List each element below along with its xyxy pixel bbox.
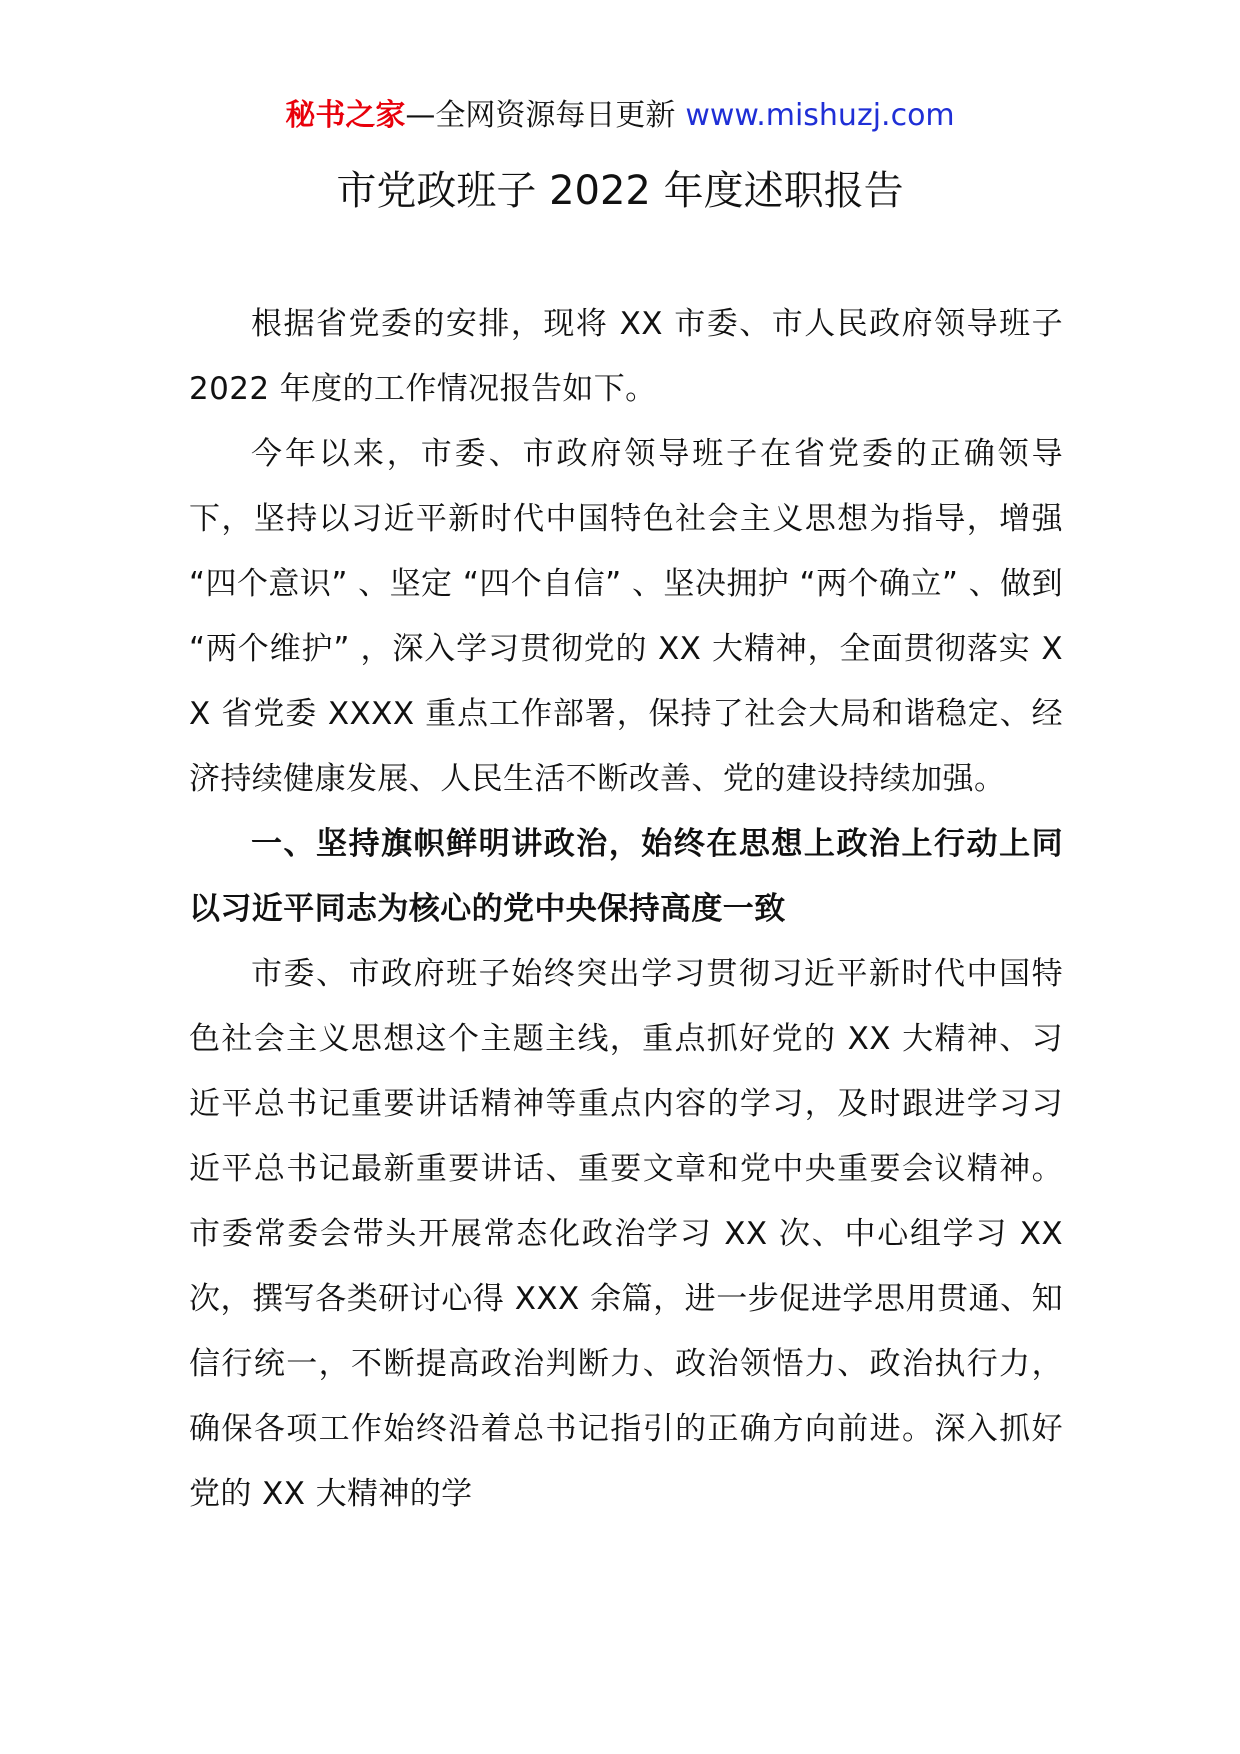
paragraph-section-1: 市委、市政府班子始终突出学习贯彻习近平新时代中国特色社会主义思想这个主题主线，重点抓好党的 XX 大精神、习近平总书记重要讲话精神等重点内容的学习，及时跟进学习习近平总书记最新重要讲话、重要文章和党中央重要会议精神。市委常委会带头开展常态化政治学习 XX 次、中心组学习 XX 次，撰写各类研讨心得 XXX 余篇，进一步促进学思用贯通、知信行统一，不断提高政治判断力、政治领悟力、政治执行力，确保各项工作始终沿着总书记指引的正确方向前进。深入抓好党的 XX 大精神的学 <box>189 956 1063 1512</box>
document-body <box>189 292 1063 1527</box>
site-url-link[interactable]: www.mishuzj.com <box>685 98 955 133</box>
section-heading-1: 一、坚持旗帜鲜明讲政治，始终在思想上政治上行动上同以习近平同志为核心的党中央保持高度一致 <box>189 826 1063 927</box>
paragraph-overview: 今年以来，市委、市政府领导班子在省党委的正确领导下，坚持以习近平新时代中国特色社会主义思想为指导，增强 “四个意识” 、坚定 “四个自信” 、坚决拥护 “两个确立” 、做到 “两个维护” ，深入学习贯彻党的 XX 大精神，全面贯彻落实 XX 省党委 XXXX 重点工作部署，保持了社会大局和谐稳定、经济持续健康发展、人民生活不断改善、党的建设持续加强。 <box>189 436 1063 797</box>
paragraph-intro: 根据省党委的安排，现将 XX 市委、市人民政府领导班子 2022 年度的工作情况报告如下。 <box>189 306 1063 407</box>
document-title: 市党政班子 2022 年度述职报告 <box>336 168 904 214</box>
site-banner <box>0 96 1240 136</box>
banner-tagline: —全网资源每日更新 <box>405 98 676 133</box>
brand-name: 秘书之家 <box>285 98 406 133</box>
